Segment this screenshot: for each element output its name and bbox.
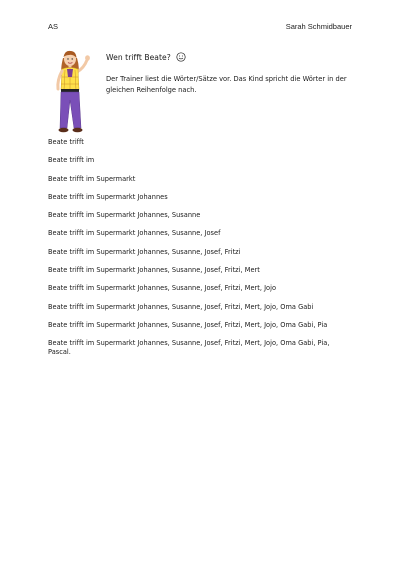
header-author: Sarah Schmidbauer bbox=[285, 22, 352, 31]
title-text: Wen trifft Beate? bbox=[106, 53, 171, 62]
girl-illustration-svg bbox=[46, 46, 100, 136]
header-left: AS bbox=[48, 22, 59, 31]
worksheet-title bbox=[106, 52, 186, 64]
sentence-line: Beate trifft bbox=[48, 138, 84, 146]
sentence-line: Beate trifft im Supermarkt Johannes bbox=[48, 192, 168, 201]
sentence-list bbox=[48, 138, 348, 367]
girl-waving-illustration bbox=[46, 46, 100, 136]
sentence-line: Beate trifft im Supermarkt bbox=[48, 174, 136, 183]
sentence-line: Beate trifft im Supermarkt Johannes, Susanne, Josef, Fritzi, Mert, Jojo, Oma Gabi bbox=[48, 302, 314, 311]
sentence-line: Beate trifft im Supermarkt Johannes, Susanne, Josef, Fritzi, Mert, Jojo bbox=[48, 284, 277, 293]
sentence-line: Beate trifft im Supermarkt Johannes, Susanne, Josef, Fritzi bbox=[48, 247, 241, 256]
sentence-line: Beate trifft im Supermarkt Johannes, Susanne, Josef bbox=[48, 229, 221, 238]
sentence-line: Beate trifft im Supermarkt Johannes, Susanne, Josef, Fritzi, Mert, Jojo, Oma Gabi, Pia bbox=[48, 320, 328, 329]
instruction-text: Der Trainer liest die Wörter/Sätze vor. Das Kind spricht die Wörter in der gleichen Reihenfolge nach. bbox=[106, 75, 347, 94]
sentence-line: Beate trifft im Supermarkt Johannes, Susanne, Josef, Fritzi, Mert, Jojo, Oma Gabi, Pia, Pascal. bbox=[48, 339, 330, 357]
sentence-line: Beate trifft im bbox=[48, 156, 95, 165]
sentence-line: Beate trifft im Supermarkt Johannes, Susanne bbox=[48, 211, 201, 220]
smiley-icon bbox=[176, 52, 186, 64]
sentence-line: Beate trifft im Supermarkt Johannes, Susanne, Josef, Fritzi, Mert bbox=[48, 266, 260, 275]
